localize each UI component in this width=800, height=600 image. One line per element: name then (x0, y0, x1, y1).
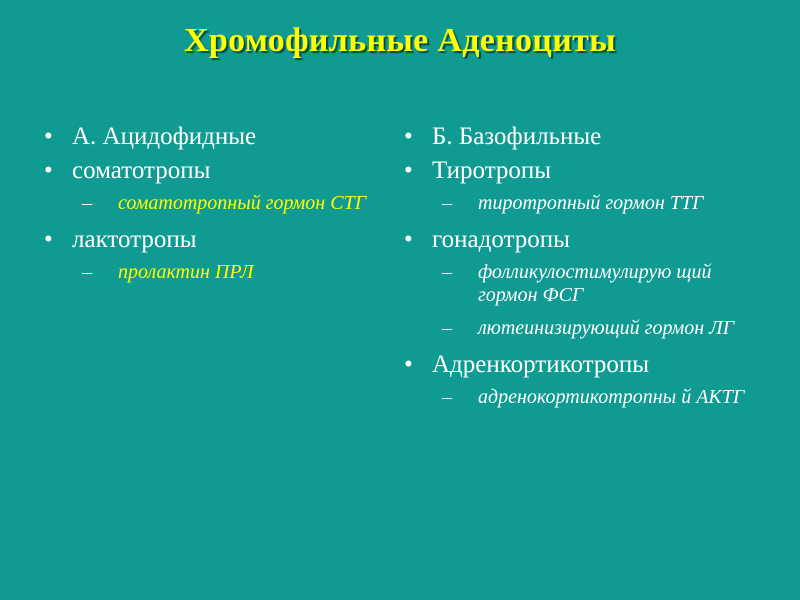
sub-item-label: пролактин ПРЛ (118, 261, 254, 283)
bullet-label: соматотропы (72, 157, 211, 184)
dash-icon: – (82, 192, 92, 214)
dash-icon: – (442, 317, 452, 339)
left-column (44, 118, 396, 294)
sub-item (82, 192, 396, 215)
bullet-item (404, 350, 754, 409)
sub-item (442, 386, 754, 409)
bullet-label: А. Ацидофидные (72, 123, 257, 150)
sub-item-label: фолликулостимулирую щий гормон ФСГ (478, 261, 712, 306)
sub-item-label: соматотропный гормон СТГ (118, 192, 367, 214)
sub-item (442, 261, 754, 307)
sub-list (72, 261, 396, 284)
sub-item (442, 192, 754, 215)
sub-item-label: тиротропный гормон ТТГ (478, 192, 704, 214)
right-column (404, 118, 754, 419)
bullet-icon: • (404, 123, 413, 150)
bullet-item (44, 156, 396, 215)
bullet-item (44, 122, 396, 152)
bullet-icon: • (44, 226, 53, 253)
dash-icon: – (442, 261, 452, 283)
sub-list (432, 261, 754, 340)
bullet-item (404, 225, 754, 340)
bullet-label: гонадотропы (432, 226, 570, 253)
sub-item (82, 261, 396, 284)
sub-list (432, 192, 754, 215)
bullet-icon: • (404, 157, 413, 184)
bullet-icon: • (44, 157, 53, 184)
sub-item-label: адренокортикотропны й АКТГ (478, 386, 745, 408)
bullet-label: Тиротропы (432, 157, 552, 184)
bullet-item (404, 122, 754, 152)
sub-list (432, 386, 754, 409)
bullet-label: Адренкортикотропы (432, 351, 650, 378)
bullet-label: Б. Базофильные (432, 123, 602, 150)
dash-icon: – (82, 261, 92, 283)
bullet-icon: • (404, 351, 413, 378)
bullet-item (44, 225, 396, 284)
sub-item (442, 317, 754, 340)
bullet-icon: • (44, 123, 53, 150)
bullet-icon: • (404, 226, 413, 253)
sub-list (72, 192, 396, 215)
slide-title: Хромофильные Аденоциты (184, 22, 616, 59)
sub-item-label: лютеинизирующий гормон ЛГ (478, 317, 735, 339)
dash-icon: – (442, 386, 452, 408)
dash-icon: – (442, 192, 452, 214)
bullet-label: лактотропы (72, 226, 197, 253)
bullet-item (404, 156, 754, 215)
